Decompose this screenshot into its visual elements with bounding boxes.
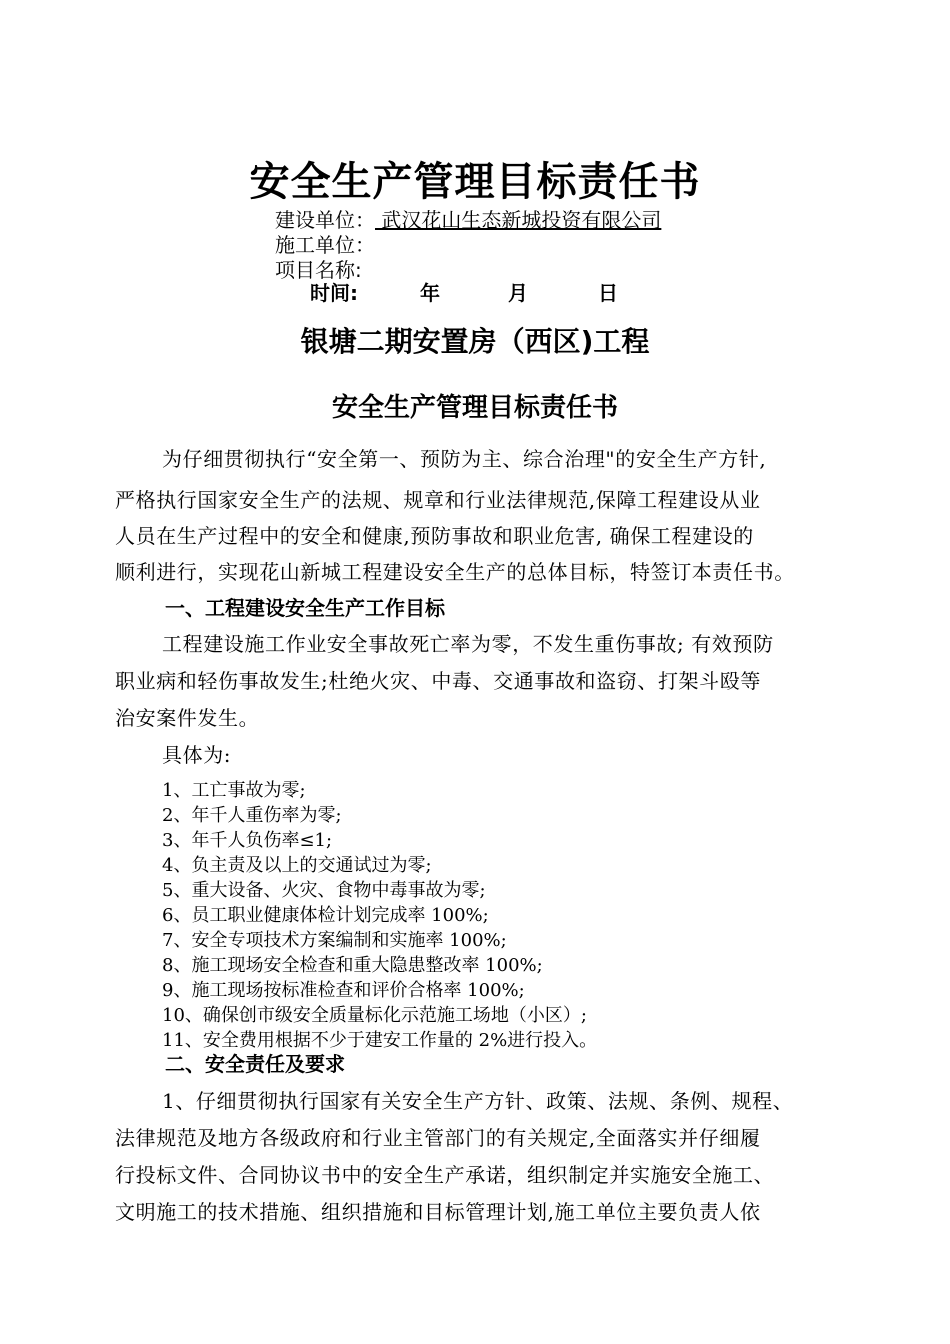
list-item: 9、施工现场按标准检查和评价合格率 100%; [162,980,525,1001]
section2-line: 行投标文件、合同协议书中的安全生产承诺，组织制定并实施安全施工、 [115,1163,775,1187]
section1-line: 工程建设施工作业安全事故死亡率为零，不发生重伤事故; 有效预防 [162,632,774,656]
list-item: 3、年千人负伤率≤1; [162,830,333,851]
list-item: 11、安全费用根据不少于建安工作量的 2%进行投入。 [162,1030,598,1051]
list-item: 8、施工现场安全检查和重大隐患整改率 100%; [162,955,543,976]
list-item: 4、负主责及以上的交通试过为零; [162,855,432,876]
specific-label: 具体为: [162,743,232,767]
list-item: 7、安全专项技术方案编制和实施率 100%; [162,930,507,951]
section1-line: 治安案件发生。 [115,706,260,730]
section1-heading: 一、工程建设安全生产工作目标 [165,596,445,620]
list-item: 6、员工职业健康体检计划完成率 100%; [162,905,489,926]
project-name-label: 项目名称: [275,258,362,282]
intro-line: 顺利进行，实现花山新城工程建设安全生产的总体目标，特签订本责任书。 [115,560,795,584]
list-item: 2、年千人重伤率为零; [162,805,342,826]
construct-unit-label: 施工单位： [275,233,375,257]
document-title: 安全生产管理目标责任书 [249,159,701,205]
year-label: 年 [420,281,440,305]
list-item: 1、工亡事故为零; [162,780,306,801]
day-label: 日 [598,281,618,305]
intro-line: 为仔细贯彻执行“安全第一、预防为主、综合治理"的安全生产方针, [162,447,767,471]
build-unit-label: 建设单位： [275,208,375,232]
date-row [310,277,618,306]
month-label: 月 [508,281,528,305]
list-item: 5、重大设备、火灾、食物中毒事故为零; [162,880,486,901]
section2-line: 文明施工的技术措施、组织措施和目标管理计划,施工单位主要负责人依 [115,1200,761,1224]
intro-line: 人员在生产过程中的安全和健康,预防事故和职业危害, 确保工程建设的 [115,524,754,548]
time-label: 时间: [310,281,358,305]
build-unit-value: 武汉花山生态新城投资有限公司 [375,208,662,232]
section2-line: 法律规范及地方各级政府和行业主管部门的有关规定,全面落实并仔细履 [115,1126,761,1150]
intro-line: 严格执行国家安全生产的法规、规章和行业法律规范,保障工程建设从业 [115,488,761,512]
section2-heading: 二、安全责任及要求 [165,1052,345,1076]
list-item: 10、确保创市级安全质量标化示范施工场地（小区）; [162,1005,587,1026]
section2-line: 1、仔细贯彻执行国家有关安全生产方针、政策、法规、条例、规程、 [162,1089,794,1113]
sub-title: 安全生产管理目标责任书 [331,393,618,423]
project-title: 银塘二期安置房（西区)工程 [300,325,650,358]
section1-line: 职业病和轻伤事故发生;杜绝火灾、中毒、交通事故和盗窃、打架斗殴等 [115,669,761,693]
